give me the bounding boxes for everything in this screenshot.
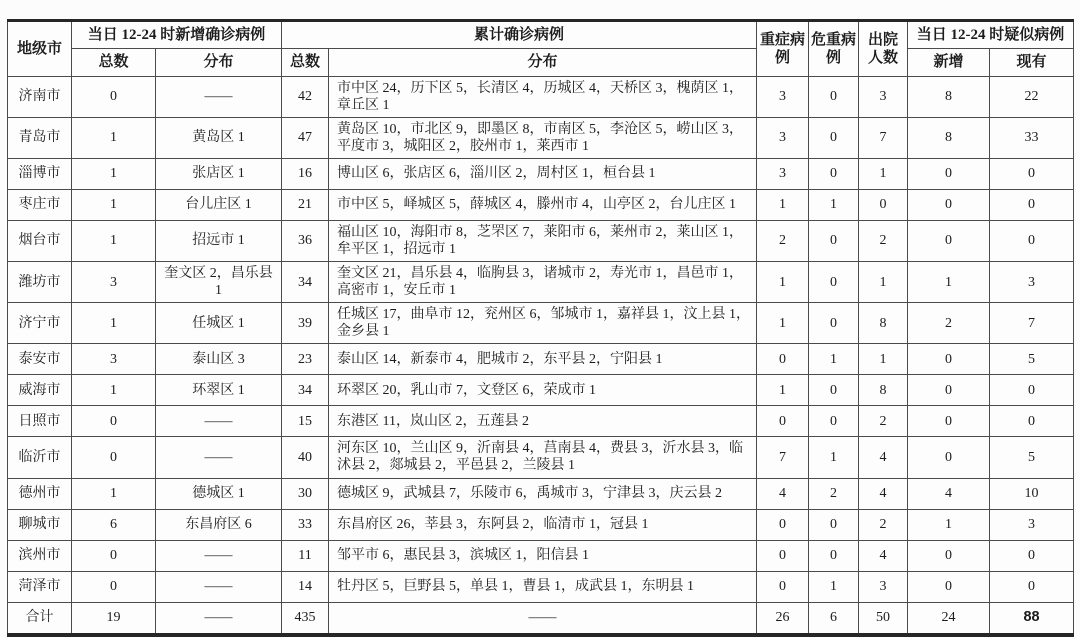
cell-city: 合计 bbox=[8, 602, 72, 635]
cell-susp-new: 24 bbox=[908, 602, 990, 635]
cell-severe: 0 bbox=[757, 509, 809, 540]
cell-critical: 0 bbox=[809, 375, 859, 406]
cell-new-total: 1 bbox=[72, 117, 156, 158]
cell-city: 烟台市 bbox=[8, 220, 72, 261]
table-row bbox=[8, 344, 1074, 375]
cell-severe: 3 bbox=[757, 117, 809, 158]
cell-susp-current: 3 bbox=[990, 509, 1074, 540]
cell-discharged: 0 bbox=[859, 189, 908, 220]
cell-cum-dist: 博山区 6，张店区 6，淄川区 2，周村区 1，桓台县 1 bbox=[329, 158, 757, 189]
cell-new-dist: 东昌府区 6 bbox=[156, 509, 282, 540]
header-new-distribution: 分布 bbox=[156, 49, 282, 76]
cell-city: 泰安市 bbox=[8, 344, 72, 375]
cell-susp-current: 5 bbox=[990, 437, 1074, 478]
cell-discharged: 4 bbox=[859, 478, 908, 509]
cell-severe: 7 bbox=[757, 437, 809, 478]
cell-new-dist: —— bbox=[156, 406, 282, 437]
cell-severe: 1 bbox=[757, 375, 809, 406]
cell-city: 济南市 bbox=[8, 76, 72, 117]
cell-new-dist: 环翠区 1 bbox=[156, 375, 282, 406]
header-row-groups bbox=[8, 21, 1074, 49]
cell-susp-new: 0 bbox=[908, 406, 990, 437]
cell-cum-total: 14 bbox=[282, 571, 329, 602]
cell-cum-total: 16 bbox=[282, 158, 329, 189]
cell-susp-current: 0 bbox=[990, 406, 1074, 437]
cell-severe: 1 bbox=[757, 262, 809, 303]
cell-new-dist: 招远市 1 bbox=[156, 220, 282, 261]
cell-susp-new: 1 bbox=[908, 262, 990, 303]
cell-cum-total: 11 bbox=[282, 540, 329, 571]
header-discharged: 出院人数 bbox=[859, 21, 908, 77]
cell-susp-current: 0 bbox=[990, 158, 1074, 189]
table-row bbox=[8, 478, 1074, 509]
cell-discharged: 2 bbox=[859, 220, 908, 261]
cell-cum-dist: 市中区 24，历下区 5，长清区 4，历城区 4，天桥区 3，槐荫区 1，章丘区 1 bbox=[329, 76, 757, 117]
cell-city: 枣庄市 bbox=[8, 189, 72, 220]
cell-cum-total: 36 bbox=[282, 220, 329, 261]
cell-severe: 0 bbox=[757, 344, 809, 375]
header-suspected-group: 当日 12-24 时疑似病例 bbox=[908, 21, 1074, 49]
cell-cum-dist: 德城区 9，武城县 7，乐陵市 6，禹城市 3，宁津县 3，庆云县 2 bbox=[329, 478, 757, 509]
cell-severe: 4 bbox=[757, 478, 809, 509]
cell-discharged: 50 bbox=[859, 602, 908, 635]
cell-discharged: 1 bbox=[859, 344, 908, 375]
cell-critical: 0 bbox=[809, 158, 859, 189]
cell-cum-total: 39 bbox=[282, 303, 329, 344]
cell-discharged: 3 bbox=[859, 76, 908, 117]
cell-new-total: 0 bbox=[72, 437, 156, 478]
cell-susp-current: 7 bbox=[990, 303, 1074, 344]
table-row bbox=[8, 117, 1074, 158]
cell-susp-new: 0 bbox=[908, 375, 990, 406]
cell-cum-total: 15 bbox=[282, 406, 329, 437]
cell-new-total: 0 bbox=[72, 406, 156, 437]
table-row bbox=[8, 571, 1074, 602]
cell-city: 菏泽市 bbox=[8, 571, 72, 602]
cell-new-dist: —— bbox=[156, 602, 282, 635]
cell-susp-new: 4 bbox=[908, 478, 990, 509]
cell-cum-dist: 泰山区 14，新泰市 4，肥城市 2，东平县 2，宁阳县 1 bbox=[329, 344, 757, 375]
table-body bbox=[8, 76, 1074, 634]
cell-new-total: 1 bbox=[72, 375, 156, 406]
cell-severe: 0 bbox=[757, 540, 809, 571]
cell-critical: 1 bbox=[809, 437, 859, 478]
cell-critical: 0 bbox=[809, 262, 859, 303]
cell-cum-dist: 河东区 10，兰山区 9，沂南县 4，莒南县 4，费县 3，沂水县 3，临沭县 2，郯城县 2，平邑县 2，兰陵县 1 bbox=[329, 437, 757, 478]
cell-critical: 0 bbox=[809, 540, 859, 571]
cell-new-total: 0 bbox=[72, 571, 156, 602]
table-row bbox=[8, 262, 1074, 303]
cell-severe: 1 bbox=[757, 303, 809, 344]
table-row bbox=[8, 303, 1074, 344]
cell-cum-total: 40 bbox=[282, 437, 329, 478]
header-suspected-new: 新增 bbox=[908, 49, 990, 76]
total-row bbox=[8, 602, 1074, 635]
table-row bbox=[8, 437, 1074, 478]
cell-cum-dist: 黄岛区 10，市北区 9，即墨区 8，市南区 5，李沧区 5，崂山区 3，平度市 3，城阳区 2，胶州市 1，莱西市 1 bbox=[329, 117, 757, 158]
cell-susp-new: 0 bbox=[908, 220, 990, 261]
cell-severe: 2 bbox=[757, 220, 809, 261]
cell-susp-current: 0 bbox=[990, 540, 1074, 571]
cell-new-dist: 张店区 1 bbox=[156, 158, 282, 189]
cell-susp-current: 33 bbox=[990, 117, 1074, 158]
cell-new-dist: —— bbox=[156, 571, 282, 602]
header-cumulative-group: 累计确诊病例 bbox=[282, 21, 757, 49]
header-row-subcolumns bbox=[8, 49, 1074, 76]
header-critical: 危重病例 bbox=[809, 21, 859, 77]
cell-critical: 0 bbox=[809, 509, 859, 540]
cell-new-dist: 德城区 1 bbox=[156, 478, 282, 509]
cell-new-total: 3 bbox=[72, 262, 156, 303]
cell-new-total: 3 bbox=[72, 344, 156, 375]
table-row bbox=[8, 158, 1074, 189]
table-row bbox=[8, 509, 1074, 540]
cell-severe: 3 bbox=[757, 158, 809, 189]
cell-cum-total: 42 bbox=[282, 76, 329, 117]
cell-susp-current: 5 bbox=[990, 344, 1074, 375]
cell-discharged: 3 bbox=[859, 571, 908, 602]
cell-cum-dist: 市中区 5，峄城区 5，薛城区 4，滕州市 4，山亭区 2，台儿庄区 1 bbox=[329, 189, 757, 220]
header-city: 地级市 bbox=[8, 21, 72, 77]
cell-city: 青岛市 bbox=[8, 117, 72, 158]
header-new-total: 总数 bbox=[72, 49, 156, 76]
cell-critical: 6 bbox=[809, 602, 859, 635]
covid-stats-table bbox=[7, 19, 1074, 637]
cell-severe: 1 bbox=[757, 189, 809, 220]
cell-susp-current: 22 bbox=[990, 76, 1074, 117]
cell-discharged: 1 bbox=[859, 158, 908, 189]
cell-city: 德州市 bbox=[8, 478, 72, 509]
cell-cum-dist: 奎文区 21，昌乐县 4，临朐县 3，诸城市 2，寿光市 1，昌邑市 1，高密市 1，安丘市 1 bbox=[329, 262, 757, 303]
cell-new-total: 1 bbox=[72, 220, 156, 261]
cell-new-dist: 泰山区 3 bbox=[156, 344, 282, 375]
table-header bbox=[8, 21, 1074, 77]
cell-discharged: 2 bbox=[859, 406, 908, 437]
cell-critical: 0 bbox=[809, 220, 859, 261]
cell-cum-total: 33 bbox=[282, 509, 329, 540]
cell-critical: 0 bbox=[809, 117, 859, 158]
cell-cum-dist: 福山区 10，海阳市 8，芝罘区 7，莱阳市 6，莱州市 2，莱山区 1，牟平区 1，招远市 1 bbox=[329, 220, 757, 261]
cell-severe: 26 bbox=[757, 602, 809, 635]
header-suspected-existing: 现有 bbox=[990, 49, 1074, 76]
cell-susp-current: 0 bbox=[990, 189, 1074, 220]
header-cum-distribution: 分布 bbox=[329, 49, 757, 76]
header-new-confirmed-group: 当日 12-24 时新增确诊病例 bbox=[72, 21, 282, 49]
cell-critical: 2 bbox=[809, 478, 859, 509]
cell-cum-dist: 东港区 11，岚山区 2，五莲县 2 bbox=[329, 406, 757, 437]
cell-discharged: 1 bbox=[859, 262, 908, 303]
cell-discharged: 4 bbox=[859, 540, 908, 571]
cell-susp-current: 10 bbox=[990, 478, 1074, 509]
cell-susp-new: 0 bbox=[908, 189, 990, 220]
cell-city: 潍坊市 bbox=[8, 262, 72, 303]
cell-new-dist: —— bbox=[156, 437, 282, 478]
cell-city: 滨州市 bbox=[8, 540, 72, 571]
cell-new-dist: 台儿庄区 1 bbox=[156, 189, 282, 220]
cell-susp-new: 0 bbox=[908, 437, 990, 478]
cell-city: 淄博市 bbox=[8, 158, 72, 189]
cell-cum-dist: 东昌府区 26，莘县 3，东阿县 2，临清市 1，冠县 1 bbox=[329, 509, 757, 540]
cell-susp-new: 2 bbox=[908, 303, 990, 344]
table-row bbox=[8, 76, 1074, 117]
cell-city: 济宁市 bbox=[8, 303, 72, 344]
cell-discharged: 4 bbox=[859, 437, 908, 478]
cell-susp-current: 0 bbox=[990, 375, 1074, 406]
cell-cum-total: 47 bbox=[282, 117, 329, 158]
cell-discharged: 8 bbox=[859, 375, 908, 406]
cell-new-total: 1 bbox=[72, 303, 156, 344]
cell-new-dist: 任城区 1 bbox=[156, 303, 282, 344]
cell-critical: 1 bbox=[809, 344, 859, 375]
cell-susp-new: 8 bbox=[908, 117, 990, 158]
cell-new-total: 1 bbox=[72, 189, 156, 220]
cell-severe: 0 bbox=[757, 406, 809, 437]
table-row bbox=[8, 406, 1074, 437]
cell-severe: 0 bbox=[757, 571, 809, 602]
table-row bbox=[8, 375, 1074, 406]
cell-susp-new: 1 bbox=[908, 509, 990, 540]
cell-cum-dist: —— bbox=[329, 602, 757, 635]
cell-discharged: 7 bbox=[859, 117, 908, 158]
cell-new-total: 0 bbox=[72, 540, 156, 571]
header-severe: 重症病例 bbox=[757, 21, 809, 77]
cell-cum-dist: 牡丹区 5，巨野县 5，单县 1，曹县 1，成武县 1，东明县 1 bbox=[329, 571, 757, 602]
cell-critical: 0 bbox=[809, 406, 859, 437]
cell-cum-total: 21 bbox=[282, 189, 329, 220]
cell-cum-total: 30 bbox=[282, 478, 329, 509]
cell-new-total: 0 bbox=[72, 76, 156, 117]
cell-new-dist: —— bbox=[156, 540, 282, 571]
cell-susp-new: 0 bbox=[908, 158, 990, 189]
cell-cum-dist: 环翠区 20，乳山市 7，文登区 6，荣成市 1 bbox=[329, 375, 757, 406]
cell-new-total: 19 bbox=[72, 602, 156, 635]
cell-susp-current: 0 bbox=[990, 220, 1074, 261]
table-row bbox=[8, 189, 1074, 220]
cell-cum-total: 34 bbox=[282, 262, 329, 303]
table-row bbox=[8, 540, 1074, 571]
cell-city: 临沂市 bbox=[8, 437, 72, 478]
cell-critical: 0 bbox=[809, 303, 859, 344]
cell-discharged: 2 bbox=[859, 509, 908, 540]
cell-city: 日照市 bbox=[8, 406, 72, 437]
cell-critical: 1 bbox=[809, 189, 859, 220]
cell-susp-current: 0 bbox=[990, 571, 1074, 602]
cell-new-dist: —— bbox=[156, 76, 282, 117]
cell-cum-total: 23 bbox=[282, 344, 329, 375]
cell-new-total: 1 bbox=[72, 478, 156, 509]
cell-cum-dist: 邹平市 6，惠民县 3，滨城区 1，阳信县 1 bbox=[329, 540, 757, 571]
cell-severe: 3 bbox=[757, 76, 809, 117]
cell-discharged: 8 bbox=[859, 303, 908, 344]
cell-critical: 0 bbox=[809, 76, 859, 117]
cell-cum-total: 435 bbox=[282, 602, 329, 635]
cell-new-dist: 黄岛区 1 bbox=[156, 117, 282, 158]
cell-critical: 1 bbox=[809, 571, 859, 602]
cell-new-dist: 奎文区 2，昌乐县 1 bbox=[156, 262, 282, 303]
cell-susp-current: 88 bbox=[990, 602, 1074, 635]
table-row bbox=[8, 220, 1074, 261]
cell-susp-new: 0 bbox=[908, 540, 990, 571]
cell-susp-new: 8 bbox=[908, 76, 990, 117]
cell-susp-new: 0 bbox=[908, 344, 990, 375]
cell-new-total: 1 bbox=[72, 158, 156, 189]
cell-susp-new: 0 bbox=[908, 571, 990, 602]
cell-new-total: 6 bbox=[72, 509, 156, 540]
cell-susp-current: 3 bbox=[990, 262, 1074, 303]
cell-cum-total: 34 bbox=[282, 375, 329, 406]
header-cum-total: 总数 bbox=[282, 49, 329, 76]
cell-cum-dist: 任城区 17，曲阜市 12，兖州区 6，邹城市 1，嘉祥县 1，汶上县 1，金乡县 1 bbox=[329, 303, 757, 344]
cell-city: 威海市 bbox=[8, 375, 72, 406]
cell-city: 聊城市 bbox=[8, 509, 72, 540]
